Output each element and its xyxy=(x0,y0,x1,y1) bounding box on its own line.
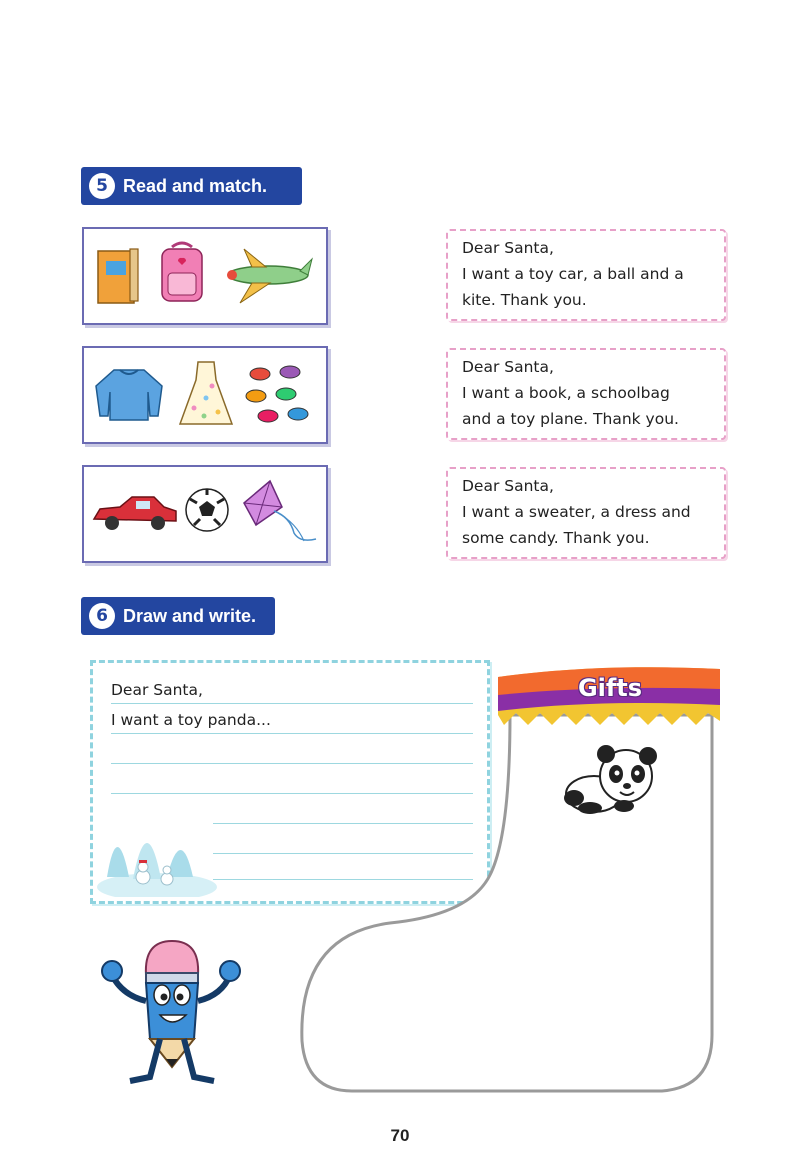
write-line-1: Dear Santa, xyxy=(111,681,203,699)
section-title: Read and match. xyxy=(123,175,268,196)
toy-car-icon xyxy=(90,493,180,533)
section-number: 5 xyxy=(89,173,115,199)
dress-icon xyxy=(176,358,236,430)
section-5-header xyxy=(81,167,302,205)
page-number: 70 xyxy=(390,1126,410,1145)
picture-box-1[interactable] xyxy=(82,227,328,325)
letter-line: some candy. Thank you. xyxy=(462,529,650,547)
letter-card-2[interactable] xyxy=(446,348,726,440)
book-icon xyxy=(94,245,142,307)
letter-line: Dear Santa, xyxy=(462,477,554,495)
letter-line: and a toy plane. Thank you. xyxy=(462,410,679,428)
sweater-icon xyxy=(92,364,166,424)
write-line-2: I want a toy panda... xyxy=(111,711,271,729)
stocking-label: Gifts xyxy=(577,674,643,702)
kite-icon xyxy=(234,477,320,549)
letter-line: Dear Santa, xyxy=(462,358,554,376)
candy-icon xyxy=(240,360,314,428)
letter-card-3[interactable] xyxy=(446,467,726,559)
pencil-mascot-illustration xyxy=(98,935,244,1085)
picture-box-2[interactable] xyxy=(82,346,328,444)
letter-line: I want a book, a schoolbag xyxy=(462,384,670,402)
toy-plane-icon xyxy=(222,245,314,305)
stocking-outline[interactable] xyxy=(270,655,730,1100)
section-title: Draw and write. xyxy=(123,605,257,626)
snow-scene-illustration xyxy=(97,807,217,897)
letter-line: I want a sweater, a dress and xyxy=(462,503,691,521)
picture-box-3[interactable] xyxy=(82,465,328,563)
letter-line: I want a toy car, a ball and a xyxy=(462,265,684,283)
panda-icon xyxy=(560,742,664,816)
section-number: 6 xyxy=(89,603,115,629)
letter-line: kite. Thank you. xyxy=(462,291,587,309)
letter-card-1[interactable] xyxy=(446,229,726,321)
schoolbag-icon xyxy=(154,239,210,307)
section-6-header xyxy=(81,597,275,635)
ball-icon xyxy=(184,487,230,533)
letter-line: Dear Santa, xyxy=(462,239,554,257)
